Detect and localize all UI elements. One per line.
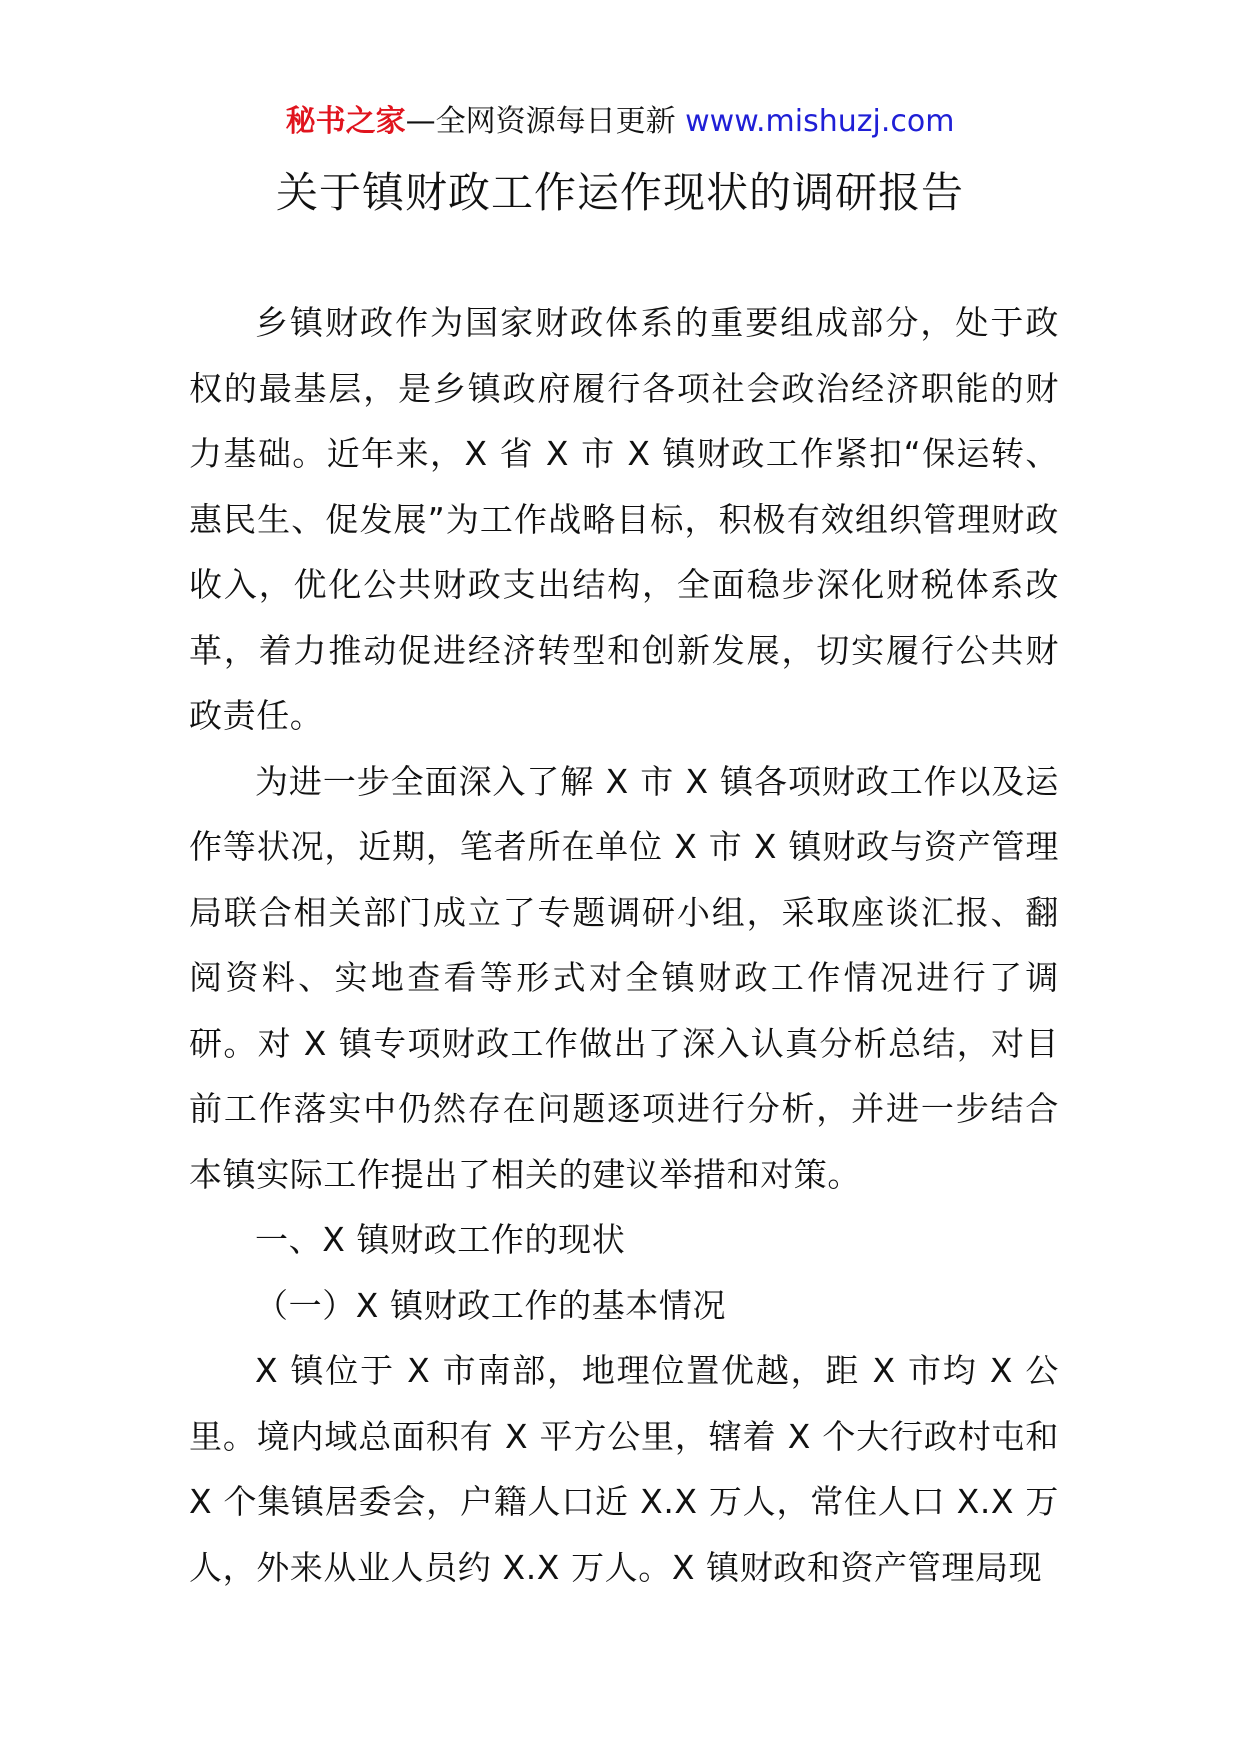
paragraph-purpose: 为进一步全面深入了解 X 市 X 镇各项财政工作以及运作等状况，近期，笔者所在单位 X 市 X 镇财政与资产管理局联合相关部门成立了专题调研小组，采取座谈汇报、翻阅资料、实地查看等形式对全镇财政工作情况进行了调研。对 X 镇专项财政工作做出了深入认真分析总结，对目前工作落实中仍然存在问题逐项进行分析，并进一步结合本镇实际工作提出了相关的建议举措和对策。 <box>189 761 1059 1194</box>
document-body <box>189 290 1059 1600</box>
subsection-heading: （一）X 镇财政工作的基本情况 <box>255 1285 727 1325</box>
brand-name: 秘书之家 <box>285 104 406 139</box>
section-heading: 一、X 镇财政工作的现状 <box>255 1220 626 1259</box>
paragraph-intro: 乡镇财政作为国家财政体系的重要组成部分，处于政权的最基层，是乡镇政府履行各项社会政治经济职能的财力基础。近年来，X 省 X 市 X 镇财政工作紧扣“保运转、惠民生、促发展”为工作战略目标，积极有效组织管理财政收入，优化公共财政支出结构，全面稳步深化财税体系改革，着力推动促进经济转型和创新发展，切实履行公共财政责任。 <box>189 303 1059 735</box>
site-header <box>0 100 1240 144</box>
document-title: 关于镇财政工作运作现状的调研报告 <box>275 168 964 217</box>
header-tagline: —全网资源每日更新 <box>405 104 676 139</box>
site-url-link[interactable]: www.mishuzj.com <box>685 104 955 139</box>
paragraph-basic-info: X 镇位于 X 市南部，地理位置优越，距 X 市均 X 公里。境内域总面积有 X 平方公里，辖着 X 个大行政村屯和 X 个集镇居委会，户籍人口近 X.X 万人，常住人口 X.X 万人，外来从业人员约 X.X 万人。X 镇财政和资产管理局现 <box>189 1351 1059 1587</box>
